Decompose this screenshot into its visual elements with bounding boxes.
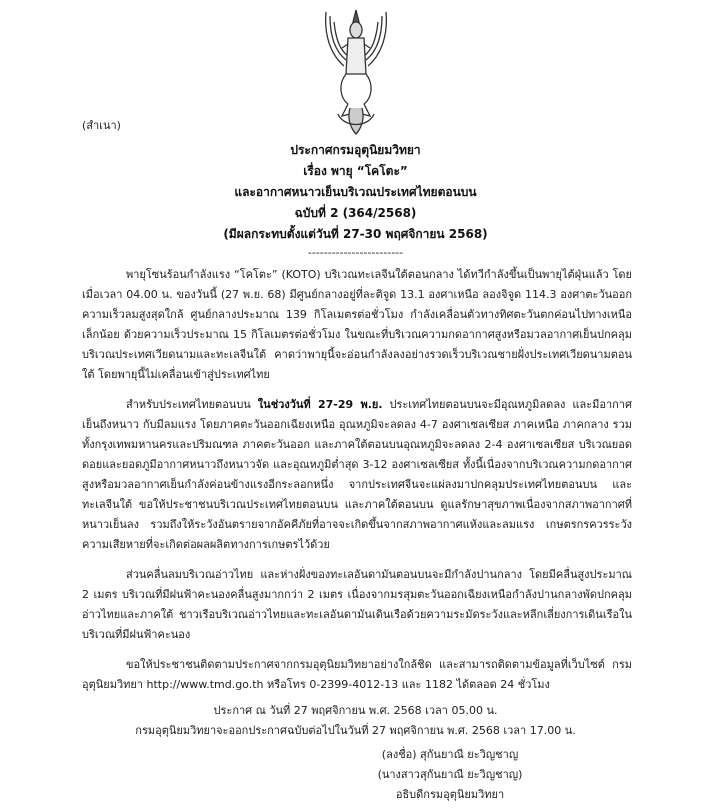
text: สำหรับประเทศไทยตอนบน <box>126 398 258 411</box>
date-range-emphasis: ในช่วงวันที่ 27-29 พ.ย. <box>257 398 383 411</box>
announced-at: ประกาศ ณ วันที่ 27 พฤศจิกายน พ.ศ. 2568 เวลา 05.00 น. <box>213 704 498 717</box>
header-line: (มีผลกระทบตั้งแต่วันที่ 27-30 พฤศจิกายน 2568) <box>223 227 488 241</box>
paragraph-line: http://www.tmd.go.th หรือโทร 0-2399-4012-13 และ 1182 ได้ตลอด 24 ชั่วโมง <box>146 678 550 691</box>
paragraph-line: 15 กิโลเมตรต่อชั่วโมง ในขณะที่บริเวณความกดอากาศสูงหรือมวลอากาศเย็นปกคลุมบริเวณประเทศเวียดนามและทะเลจีนใต้ <box>82 328 633 361</box>
paragraph-waves <box>82 565 632 645</box>
header-line: และอากาศหนาวเย็นบริเวณประเทศไทยตอนบน <box>234 185 477 199</box>
paragraph-cold-weather <box>82 395 632 555</box>
paragraph-line: ขอให้ประชาชนติดตามประกาศจากกรมอุตุนิยมวิทยาอย่างใกล้ชิด และสามารถติดตามข้อมูลที่เว็บไซต์ กรมอุตุนิยมวิทยา <box>82 658 632 691</box>
signature-line: (ลงชื่อ) สุกันยาณี ยะวิญชาญ <box>381 748 519 761</box>
announcement-datetime <box>0 701 711 741</box>
announcement-header <box>0 140 711 261</box>
paragraph-line: ศูนย์กลางประมาณ 139 กิโลเมตรต่อชั่วโมง กำลังเคลื่อนตัวทางทิศตะวันตกค่อนไปทางเหนือเล็กน้อย ด้วยความเร็วประมาณ <box>82 308 632 341</box>
paragraph-line: จากประเทศจีนจะแผ่ลงมาปกคลุมประเทศไทยตอนบน และทะเลจีนใต้ ขอให้ประชาชนบริเวณประเทศไทยตอนบน และภาคใต้ตอนบน <box>82 478 632 511</box>
copy-label: (สำเนา) <box>82 119 121 132</box>
paragraph-line: คาดว่าพายุนี้จะอ่อนกำลังลงอย่างรวดเร็วบริเวณชายฝั่งประเทศเวียดนามตอนใต้ โดยพายุนี้ไม่เคลื่อนเข้าสู่ประเทศไทย <box>82 348 632 381</box>
paragraph-line: เกษตรกรควรระวังความเสียหายที่จะเกิดต่อผลผลิตทางการเกษตรไว้ด้วย <box>82 518 633 551</box>
next-announcement: กรมอุตุนิยมวิทยาจะออกประกาศฉบับต่อไปในวันที่ 27 พฤศจิกายน พ.ศ. 2568 เวลา 17.00 น. <box>135 724 576 737</box>
header-line: ประกาศกรมอุตุนิยมวิทยา <box>290 143 421 157</box>
header-line: ฉบับที่ 2 (364/2568) <box>294 206 417 220</box>
paragraph-line: ชาวเรือบริเวณอ่าวไทยและทะเลอันดามันเดินเรือด้วยความระมัดระวังและหลีกเลี่ยงการเดินเรือในบริเวณที่มีฝนฟ้าคะนอง <box>82 608 632 641</box>
paragraph-line: และอุณหภูมิต่ำสุด 3-12 องศาเซลเซียส ทั้งนี้เนื่องจากบริเวณความกดอากาศสูงหรือมวลอากาศเย็นกำลังค่อนข้างแรงอีกระลอกหนึ่ง <box>82 458 632 491</box>
text: ประเทศไทยตอนบนจะมีอุณหภูมิลดลง และมีอากาศเย็นถึงหนาว <box>82 398 632 431</box>
paragraph-line: พายุโซนร้อนกำลังแรง “โคโตะ” (KOTO) บริเวณทะเลจีนใต้ตอนกลาง ได้ทวีกำลังขึ้นเป็นพายุไต้ฝุ่นแล้ว โดยเมื่อเวลา <box>82 268 632 301</box>
paragraph-contact <box>82 655 632 695</box>
header-separator: ------------------------ <box>307 246 404 259</box>
paragraph-line: ดูแลรักษาสุขภาพเนื่องจากสภาพอากาศที่หนาวเย็นลง รวมถึงให้ระวังอันตรายจากอัคคีภัยที่อาจจะเกิดขึ้นจากสภาพอากาศแห้งและลมแรง <box>82 498 632 531</box>
signer-title: อธิบดีกรมอุตุนิยมวิทยา <box>395 788 505 801</box>
header-line: เรื่อง พายุ “โคโตะ” <box>303 164 408 178</box>
paragraph-line: บริเวณที่มีฝนฟ้าคะนองคลื่นสูงมากกว่า 2 เมตร เนื่องจากมรสุมตะวันออกเฉียงเหนือกำลังปานกลางพัดปกคลุมอ่าวไทยและภาคใต้ <box>82 588 633 621</box>
paragraph-line: ส่วนคลื่นลมบริเวณอ่าวไทย และห่างฝั่งของทะเลอันดามันตอนบนจะมีกำลังปานกลาง โดยมีคลื่นสูงประมาณ 2 เมตร <box>82 568 632 601</box>
signature-block <box>0 745 711 805</box>
paragraph-line: ภาคตะวันออก และภาคใต้ตอนบนอุณหภูมิจะลดลง 2-4 องศาเซลเซียส บริเวณยอดดอยและยอดภูมีอากาศหนาวถึงหนาวจัด <box>82 438 632 471</box>
paragraph-line: กับมีลมแรง โดยภาคตะวันออกเฉียงเหนือ อุณหภูมิจะลดลง 4-7 องศาเซลเซียส ภาคเหนือ ภาคกลาง รวมทั้งกรุงเทพมหานครและปริมณฑล <box>82 418 633 451</box>
paragraph-line: 04.00 น. ของวันนี้ (27 พ.ย. 68) มีศูนย์กลางอยู่ที่ละติจูด 13.1 องศาเหนือ ลองจิจูด 114.3 องศาตะวันออก ความเร็วลมสูงสุดใกล้ <box>82 288 633 321</box>
garuda-emblem <box>320 4 392 138</box>
paragraph-storm <box>82 265 632 385</box>
signer-name: (นางสาวสุกันยาณี ยะวิญชาญ) <box>377 768 523 781</box>
